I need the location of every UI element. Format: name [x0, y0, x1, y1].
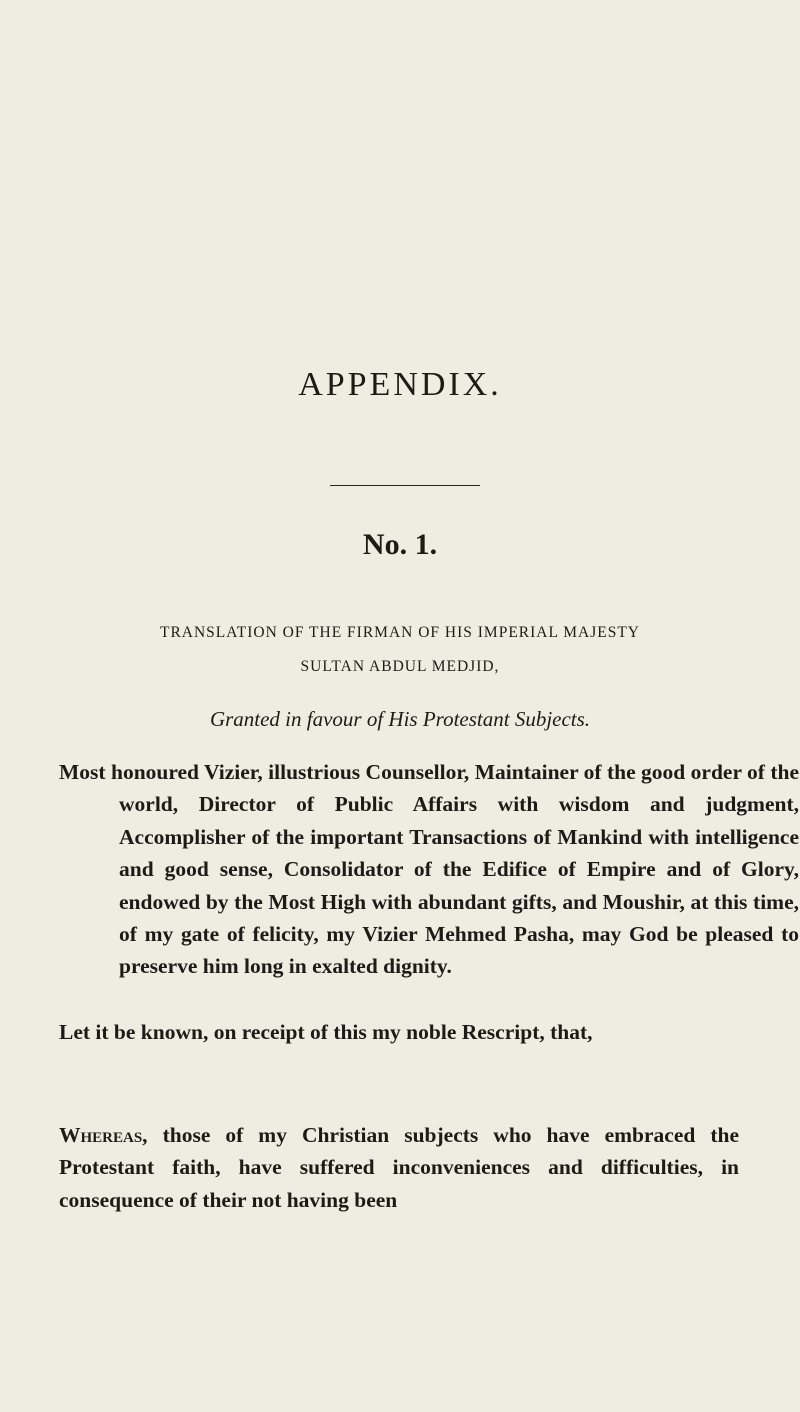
paragraph-whereas [59, 1119, 739, 1216]
whereas-lead: Whereas, [59, 1123, 148, 1147]
paragraph-address: Most honoured Vizier, illustrious Counsellor, Maintainer of the good order of the world, Director of Public Affairs with wisdom and judgment, Accomplisher of the important Transactions of Mankind with intelligence and good sense, Consolidator of the Edifice of Empire and of Glory, endowed by the Most High with abundant gifts, and Moushir, at this time, of my gate of felicity, my Vizier Mehmed Pasha, may God be pleased to preserve him long in exalted dignity. [59, 760, 799, 979]
title-line-1: TRANSLATION OF THE FIRMAN OF HIS IMPERIAL MAJESTY [159, 624, 641, 641]
document-number: No. 1. [362, 528, 438, 561]
title-line-2: SULTAN ABDUL MEDJID, [300, 658, 500, 675]
separator-rule [330, 485, 480, 486]
whereas-body: those of my Christian subjects who have embraced the Protestant faith, have suffered inconveniences and difficulties, in consequence of their not having been [59, 1123, 739, 1212]
subtitle: Granted in favour of His Protestant Subjects. [209, 707, 591, 731]
appendix-heading: APPENDIX. [298, 366, 502, 403]
paragraph-notice: Let it be known, on receipt of this my noble Rescript, that, [59, 1020, 593, 1044]
